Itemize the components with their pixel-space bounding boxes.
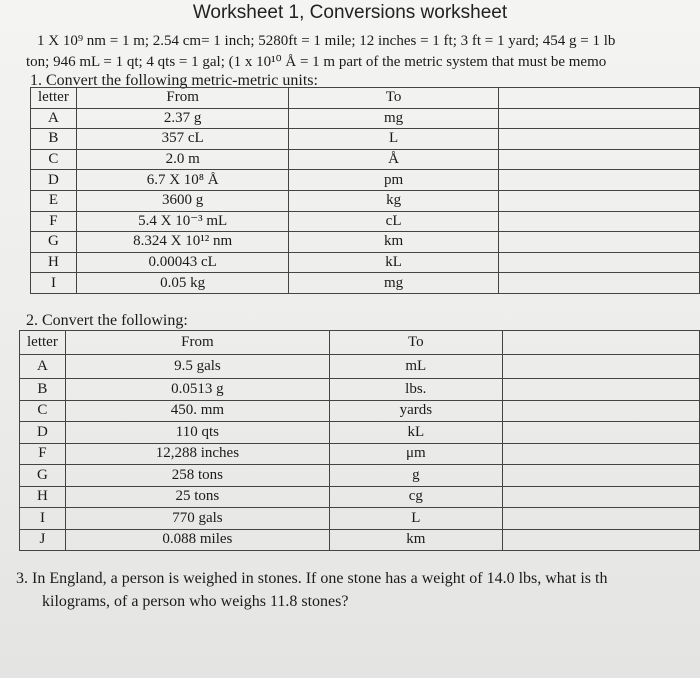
letter-cell: F	[31, 211, 77, 232]
table-row	[31, 190, 700, 211]
table-row	[31, 211, 700, 232]
from-value-cell: 2.37 g	[76, 108, 289, 129]
answer-cell[interactable]	[502, 486, 699, 508]
answer-header	[498, 88, 699, 109]
from-header: From	[76, 88, 289, 109]
from-value-cell: 8.324 X 10¹² nm	[76, 232, 289, 253]
answer-cell[interactable]	[502, 465, 699, 487]
from-header: From	[65, 331, 329, 355]
from-value-cell: 110 qts	[65, 422, 329, 444]
table-row	[20, 400, 700, 422]
table-row	[31, 170, 700, 191]
answer-cell[interactable]	[502, 422, 699, 444]
table-row	[31, 108, 700, 129]
section-2-heading: 2. Convert the following:	[26, 312, 188, 329]
to-unit-cell: cg	[329, 486, 502, 508]
answer-cell[interactable]	[498, 252, 699, 273]
answer-cell[interactable]	[498, 149, 699, 170]
to-unit-cell: lbs.	[329, 379, 502, 401]
answer-cell[interactable]	[502, 379, 699, 401]
letter-cell: I	[31, 273, 77, 294]
answer-cell[interactable]	[498, 273, 699, 294]
table-row	[20, 355, 700, 379]
to-header: To	[289, 88, 498, 109]
to-unit-cell: Å	[289, 149, 498, 170]
letter-cell: H	[31, 252, 77, 273]
answer-header	[502, 331, 699, 355]
question-3-line-2: kilograms, of a person who weighs 11.8 stones?	[42, 593, 349, 610]
letter-cell: J	[20, 529, 66, 551]
to-unit-cell: km	[289, 232, 498, 253]
answer-cell[interactable]	[498, 232, 699, 253]
from-value-cell: 5.4 X 10⁻³ mL	[76, 211, 289, 232]
letter-cell: A	[20, 355, 66, 379]
to-unit-cell: mg	[289, 108, 498, 129]
from-value-cell: 3600 g	[76, 190, 289, 211]
table-row	[31, 232, 700, 253]
from-value-cell: 0.00043 cL	[76, 252, 289, 273]
from-value-cell: 9.5 gals	[65, 355, 329, 379]
answer-cell[interactable]	[498, 170, 699, 191]
table-row	[31, 149, 700, 170]
letter-cell: G	[20, 465, 66, 487]
letter-cell: G	[31, 232, 77, 253]
answer-cell[interactable]	[502, 529, 699, 551]
letter-cell: F	[20, 443, 66, 465]
to-unit-cell: L	[289, 129, 498, 150]
to-unit-cell: pm	[289, 170, 498, 191]
section-1-heading: 1. Convert the following metric-metric units:	[30, 72, 318, 89]
answer-cell[interactable]	[498, 129, 699, 150]
table-row	[20, 508, 700, 530]
table-row	[20, 443, 700, 465]
letter-cell: E	[31, 190, 77, 211]
table-row	[20, 422, 700, 444]
to-unit-cell: kL	[289, 252, 498, 273]
table-row	[31, 273, 700, 294]
letter-cell: C	[20, 400, 66, 422]
answer-cell[interactable]	[502, 355, 699, 379]
answer-cell[interactable]	[502, 443, 699, 465]
table-row	[20, 465, 700, 487]
from-value-cell: 357 cL	[76, 129, 289, 150]
letter-cell: H	[20, 486, 66, 508]
table-row	[20, 529, 700, 551]
table-row	[31, 252, 700, 273]
table-row	[20, 379, 700, 401]
letter-cell: A	[31, 108, 77, 129]
conversion-factors-line-2: ton; 946 mL = 1 qt; 4 qts = 1 gal; (1 x 10¹⁰ Å = 1 m part of the metric system that must be memo	[26, 54, 607, 70]
letter-cell: B	[20, 379, 66, 401]
answer-cell[interactable]	[502, 508, 699, 530]
to-unit-cell: cL	[289, 211, 498, 232]
letter-cell: D	[31, 170, 77, 191]
from-value-cell: 6.7 X 10⁸ Å	[76, 170, 289, 191]
from-value-cell: 0.0513 g	[65, 379, 329, 401]
from-value-cell: 0.088 miles	[65, 529, 329, 551]
letter-cell: D	[20, 422, 66, 444]
question-3-line-1: 3. In England, a person is weighed in stones. If one stone has a weight of 14.0 lbs, what is th	[16, 570, 608, 587]
to-unit-cell: km	[329, 529, 502, 551]
metric-conversion-table	[30, 87, 700, 294]
to-unit-cell: kL	[329, 422, 502, 444]
answer-cell[interactable]	[498, 190, 699, 211]
from-value-cell: 2.0 m	[76, 149, 289, 170]
to-header: To	[329, 331, 502, 355]
header-row	[20, 331, 700, 355]
from-value-cell: 258 tons	[65, 465, 329, 487]
from-value-cell: 12,288 inches	[65, 443, 329, 465]
to-unit-cell: mg	[289, 273, 498, 294]
worksheet-title: Worksheet 1, Conversions worksheet	[192, 2, 508, 23]
to-unit-cell: μm	[329, 443, 502, 465]
table-row	[20, 486, 700, 508]
to-unit-cell: L	[329, 508, 502, 530]
letter-header: letter	[31, 88, 77, 109]
to-unit-cell: g	[329, 465, 502, 487]
from-value-cell: 450. mm	[65, 400, 329, 422]
answer-cell[interactable]	[498, 211, 699, 232]
header-row	[31, 88, 700, 109]
answer-cell[interactable]	[502, 400, 699, 422]
from-value-cell: 25 tons	[65, 486, 329, 508]
letter-cell: C	[31, 149, 77, 170]
to-unit-cell: kg	[289, 190, 498, 211]
letter-header: letter	[20, 331, 66, 355]
conversion-factors-line-1: 1 X 10⁹ nm = 1 m; 2.54 cm= 1 inch; 5280ft = 1 mile; 12 inches = 1 ft; 3 ft = 1 yard; 454 g = 1 lb	[37, 33, 616, 49]
letter-cell: B	[31, 129, 77, 150]
from-value-cell: 0.05 kg	[76, 273, 289, 294]
table-row	[31, 129, 700, 150]
to-unit-cell: mL	[329, 355, 502, 379]
to-unit-cell: yards	[329, 400, 502, 422]
answer-cell[interactable]	[498, 108, 699, 129]
letter-cell: I	[20, 508, 66, 530]
from-value-cell: 770 gals	[65, 508, 329, 530]
mixed-conversion-table	[19, 330, 700, 551]
